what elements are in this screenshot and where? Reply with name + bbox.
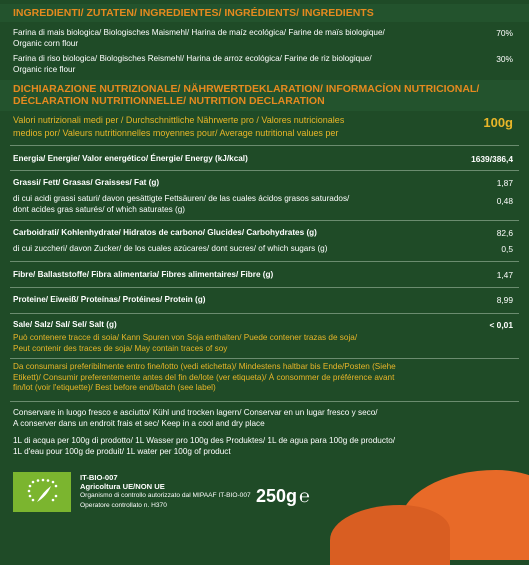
energy-value: 1639/386,4 xyxy=(471,154,513,164)
certification-block xyxy=(80,473,251,510)
eu-organic-leaf-logo xyxy=(13,472,71,512)
salt-label: Sale/ Salz/ Sal/ Sel/ Salt (g) xyxy=(13,320,117,329)
best-before-note xyxy=(13,362,396,394)
ingredients-header: INGREDIENTI/ ZUTATEN/ INGREDIENTES/ INGRÉDIENTS/ INGREDIENTS xyxy=(13,7,374,19)
divider xyxy=(10,401,519,402)
ingredient-name-line1: Farina di mais biologica/ Biologisches Maismehl/ Harina de maíz ecológica/ Farine de maïs biologique/ xyxy=(13,28,385,37)
estimated-sign-icon: ℮ xyxy=(299,486,310,506)
net-weight xyxy=(256,486,310,507)
divider xyxy=(10,145,519,146)
salt-row xyxy=(13,320,513,331)
saturates-label-line1: di cui acidi grassi saturi/ davon gesättigte Fettsäuren/ de las cuales ácidos grasos saturados/ xyxy=(13,194,350,203)
storage-line1: Conservare in luogo fresco e asciutto/ Kühl und trocken lagern/ Conservar en un lugar fresco y seco/ xyxy=(13,408,378,417)
saturates-value: 0,48 xyxy=(496,196,513,206)
nutrition-header xyxy=(13,83,479,107)
certification-code: IT-BIO-007 xyxy=(80,473,118,482)
net-weight-value: 250g xyxy=(256,486,298,506)
divider xyxy=(10,358,519,359)
nutrition-header-line1: DICHIARAZIONE NUTRIZIONALE/ NÄHRWERTDEKLARATION/ INFORMACÍON NUTRICIONAL/ xyxy=(13,83,480,95)
divider xyxy=(10,170,519,171)
energy-row xyxy=(13,154,513,165)
divider xyxy=(10,261,519,262)
ingredient-name-line2: Organic rice flour xyxy=(13,64,76,74)
sugars-label: di cui zuccheri/ davon Zucker/ de los cuales azúcares/ dont sucres/ of which sugars (g) xyxy=(13,244,328,253)
divider xyxy=(10,287,519,288)
average-values-label-line1: Valori nutrizionali medi per / Durchschnittliche Nährwerte pro / Valores nutricionales xyxy=(13,115,345,125)
soy-traces-line2: Peut contenir des traces de soja/ May contain traces of soy xyxy=(13,343,228,353)
ingredient-row xyxy=(13,54,513,75)
best-before-line3: fin/lot (voir l'etiquette)/ Best before end/batch (see label) xyxy=(13,383,216,392)
ingredient-row xyxy=(13,28,513,49)
preparation-line2: 1L d'eau pour 100g de produit/ 1L water per 100g of product xyxy=(13,446,231,456)
carbohydrates-value: 82,6 xyxy=(496,228,513,238)
carbohydrates-row xyxy=(13,228,513,239)
energy-label: Energia/ Energie/ Valor energético/ Énergie/ Energy (kJ/kcal) xyxy=(13,154,248,163)
average-values-row xyxy=(13,114,513,139)
preparation-note xyxy=(13,436,395,457)
soy-traces-note xyxy=(13,333,357,354)
fibre-label: Fibre/ Ballaststoffe/ Fibra alimentaria/ Fibres alimentaires/ Fibre (g) xyxy=(13,270,274,279)
fat-row xyxy=(13,178,513,189)
ingredient-percent: 30% xyxy=(496,54,513,64)
storage-note xyxy=(13,408,378,429)
average-values-label-line2: medios por/ Valeurs nutritionnelles moyennes pour/ Average nutritional values per xyxy=(13,127,339,138)
ingredient-percent: 70% xyxy=(496,28,513,38)
best-before-line1: Da consumarsi preferibilmente entro fine/lotto (vedi etichetta)/ Mindestens haltbar bis Ende/Posten (Siehe xyxy=(13,362,396,371)
protein-row xyxy=(13,295,513,306)
saturates-row xyxy=(13,194,513,215)
carbohydrates-label: Carboidrati/ Kohlenhydrate/ Hidratos de carbono/ Glucides/ Carbohydrates (g) xyxy=(13,228,317,237)
ingredient-name-line2: Organic corn flour xyxy=(13,38,79,48)
ingredient-name-line1: Farina di riso biologica/ Biologisches Reismehl/ Harina de arroz ecológica/ Farine de riz biologique/ xyxy=(13,54,372,63)
control-body: Organismo di controllo autorizzato dal MIPAAF IT-BIO-007 xyxy=(80,492,251,500)
sugars-row xyxy=(13,244,513,255)
eu-leaf-icon xyxy=(13,472,71,512)
storage-line2: A conserver dans un endroit frais et sec/ Keep in a cool and dry place xyxy=(13,418,265,428)
decorative-orange-shape xyxy=(330,505,450,565)
protein-value: 8,99 xyxy=(496,295,513,305)
saturates-label-line2: dont acides gras saturés/ of which saturates (g) xyxy=(13,204,186,214)
fibre-row xyxy=(13,270,513,281)
per-amount: 100g xyxy=(483,115,513,130)
salt-value: < 0,01 xyxy=(489,320,513,330)
soy-traces-line1: Può contenere tracce di soia/ Kann Spuren von Soja enthalten/ Puede contener trazas de soja/ xyxy=(13,333,358,342)
agriculture-origin: Agricoltura UE/NON UE xyxy=(80,482,165,492)
preparation-line1: 1L di acqua per 100g di prodotto/ 1L Wasser pro 100g des Produktes/ 1L de agua para 100g de producto/ xyxy=(13,436,396,445)
fibre-value: 1,47 xyxy=(496,270,513,280)
nutrition-header-line2: DÉCLARATION NUTRITIONNELLE/ NUTRITION DECLARATION xyxy=(13,95,325,107)
fat-label: Grassi/ Fett/ Grasas/ Graisses/ Fat (g) xyxy=(13,178,160,187)
divider xyxy=(10,313,519,314)
protein-label: Proteine/ Eiweiß/ Proteínas/ Protéines/ Protein (g) xyxy=(13,295,206,304)
operator-number: Operatore controllato n. H370 xyxy=(80,501,167,509)
fat-value: 1,87 xyxy=(496,178,513,188)
best-before-line2: Etikett)/ Consumir preferentemente antes del fin de/lote (ver etiqueta)/ À consommer de préférence avant xyxy=(13,372,395,382)
sugars-value: 0,5 xyxy=(501,244,513,254)
divider xyxy=(10,220,519,221)
